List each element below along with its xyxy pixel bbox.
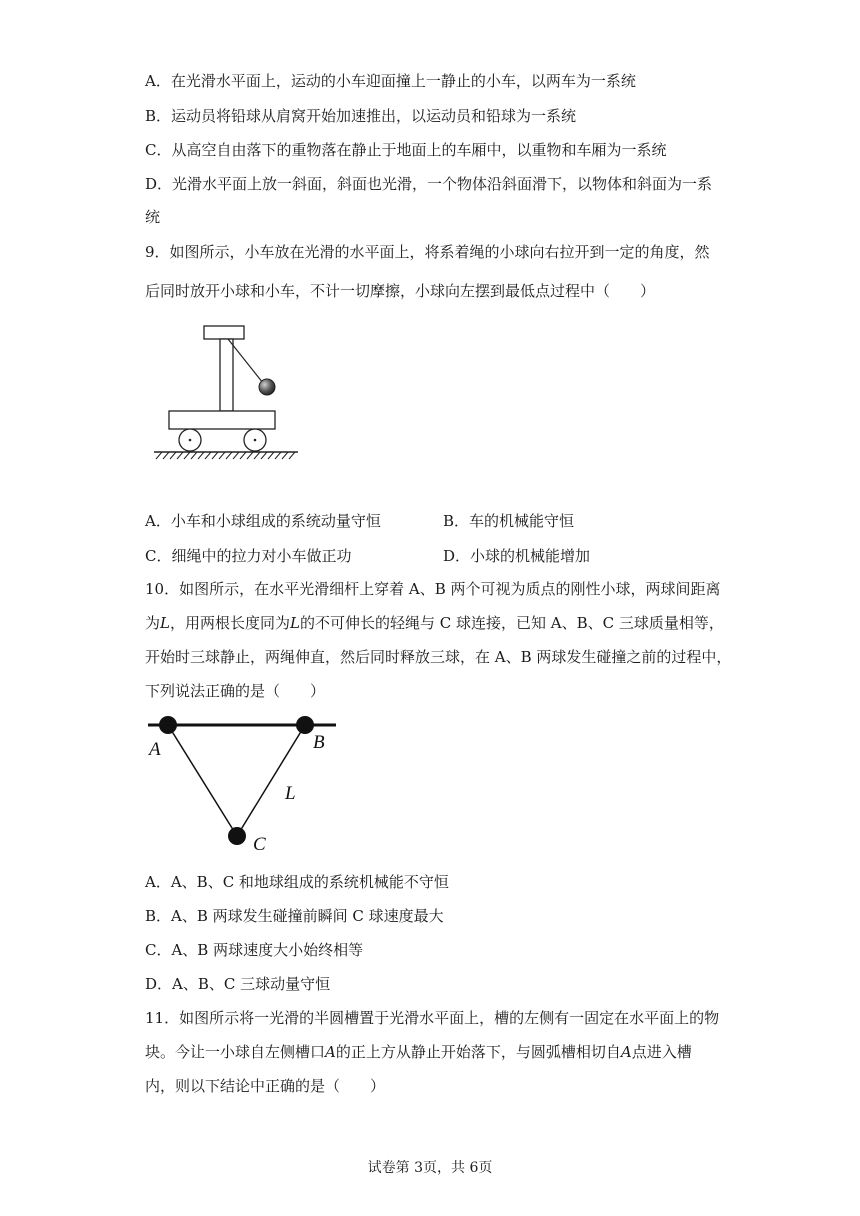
pendulum-ball: [259, 379, 275, 395]
ground-hatching: [156, 452, 295, 459]
cart-body: [169, 411, 275, 429]
label-c: C: [253, 834, 266, 855]
q10-stem-line2: 为L，用两根长度同为L的不可伸长的轻绳与 C 球连接，已知 A、B、C 三球质量相等，: [145, 614, 724, 632]
ball-b: [296, 716, 314, 734]
q10-stem-line1: 10．如图所示，在水平光滑细杆上穿着 A、B 两个可视为质点的刚性小球，两球间距离: [145, 580, 721, 598]
pendulum-top-block: [204, 326, 244, 339]
q9-option-c: C．细绳中的拉力对小车做正功: [145, 547, 352, 565]
q11-stem-line2: 块。今让一小球自左侧槽口A的正上方从静止开始落下，与圆弧槽相切自A点进入槽: [145, 1043, 692, 1061]
q9-stem-line1: 9．如图所示，小车放在光滑的水平面上，将系着绳的小球向右拉开到一定的角度，然: [145, 243, 710, 261]
label-a: A: [149, 739, 161, 760]
label-b: B: [313, 732, 325, 753]
q8-option-d-line1: D．光滑水平面上放一斜面，斜面也光滑，一个物体沿斜面滑下，以物体和斜面为一系: [145, 175, 713, 193]
page-footer: 试卷第 3页，共 6页: [367, 1160, 493, 1176]
q8-option-b: B．运动员将铅球从肩窝开始加速推出，以运动员和铅球为一系统: [145, 107, 577, 125]
ball-a: [159, 716, 177, 734]
q10-option-d: D．A、B、C 三球动量守恒: [145, 975, 331, 993]
rope-bc: [237, 725, 305, 836]
q10-option-c: C．A、B 两球速度大小始终相等: [145, 941, 364, 959]
q8-option-c: C．从高空自由落下的重物落在静止于地面上的车厢中，以重物和车厢为一系统: [145, 141, 667, 159]
q9-cart-pendulum-figure: [150, 320, 302, 465]
label-l: L: [285, 783, 296, 804]
rope-ac: [168, 725, 237, 836]
pendulum-post: [220, 339, 233, 411]
q10-stem-line4: 下列说法正确的是（ ）: [145, 682, 326, 700]
q11-stem-line1: 11．如图所示将一光滑的半圆槽置于光滑水平面上，槽的左侧有一固定在水平面上的物: [145, 1009, 720, 1027]
q8-option-a: A．在光滑水平面上，运动的小车迎面撞上一静止的小车，以两车为一系统: [145, 72, 636, 90]
q8-option-d-line2: 统: [145, 208, 161, 226]
q10-option-a: A．A、B、C 和地球组成的系统机械能不守恒: [145, 873, 449, 891]
q9-stem-line2: 后同时放开小球和小车，不计一切摩擦，小球向左摆到最低点过程中（ ）: [145, 282, 656, 300]
q9-option-d: D．小球的机械能增加: [443, 547, 591, 565]
q9-option-a: A．小车和小球组成的系统动量守恒: [145, 512, 381, 530]
q9-option-b: B．车的机械能守恒: [443, 512, 575, 530]
q11-stem-line3: 内，则以下结论中正确的是（ ）: [145, 1077, 386, 1095]
q10-three-balls-figure: [140, 710, 350, 860]
ball-c: [228, 827, 246, 845]
q10-option-b: B．A、B 两球发生碰撞前瞬间 C 球速度最大: [145, 907, 444, 925]
q10-stem-line3: 开始时三球静止，两绳伸直，然后同时释放三球，在 A、B 两球发生碰撞之前的过程中，: [145, 648, 732, 666]
